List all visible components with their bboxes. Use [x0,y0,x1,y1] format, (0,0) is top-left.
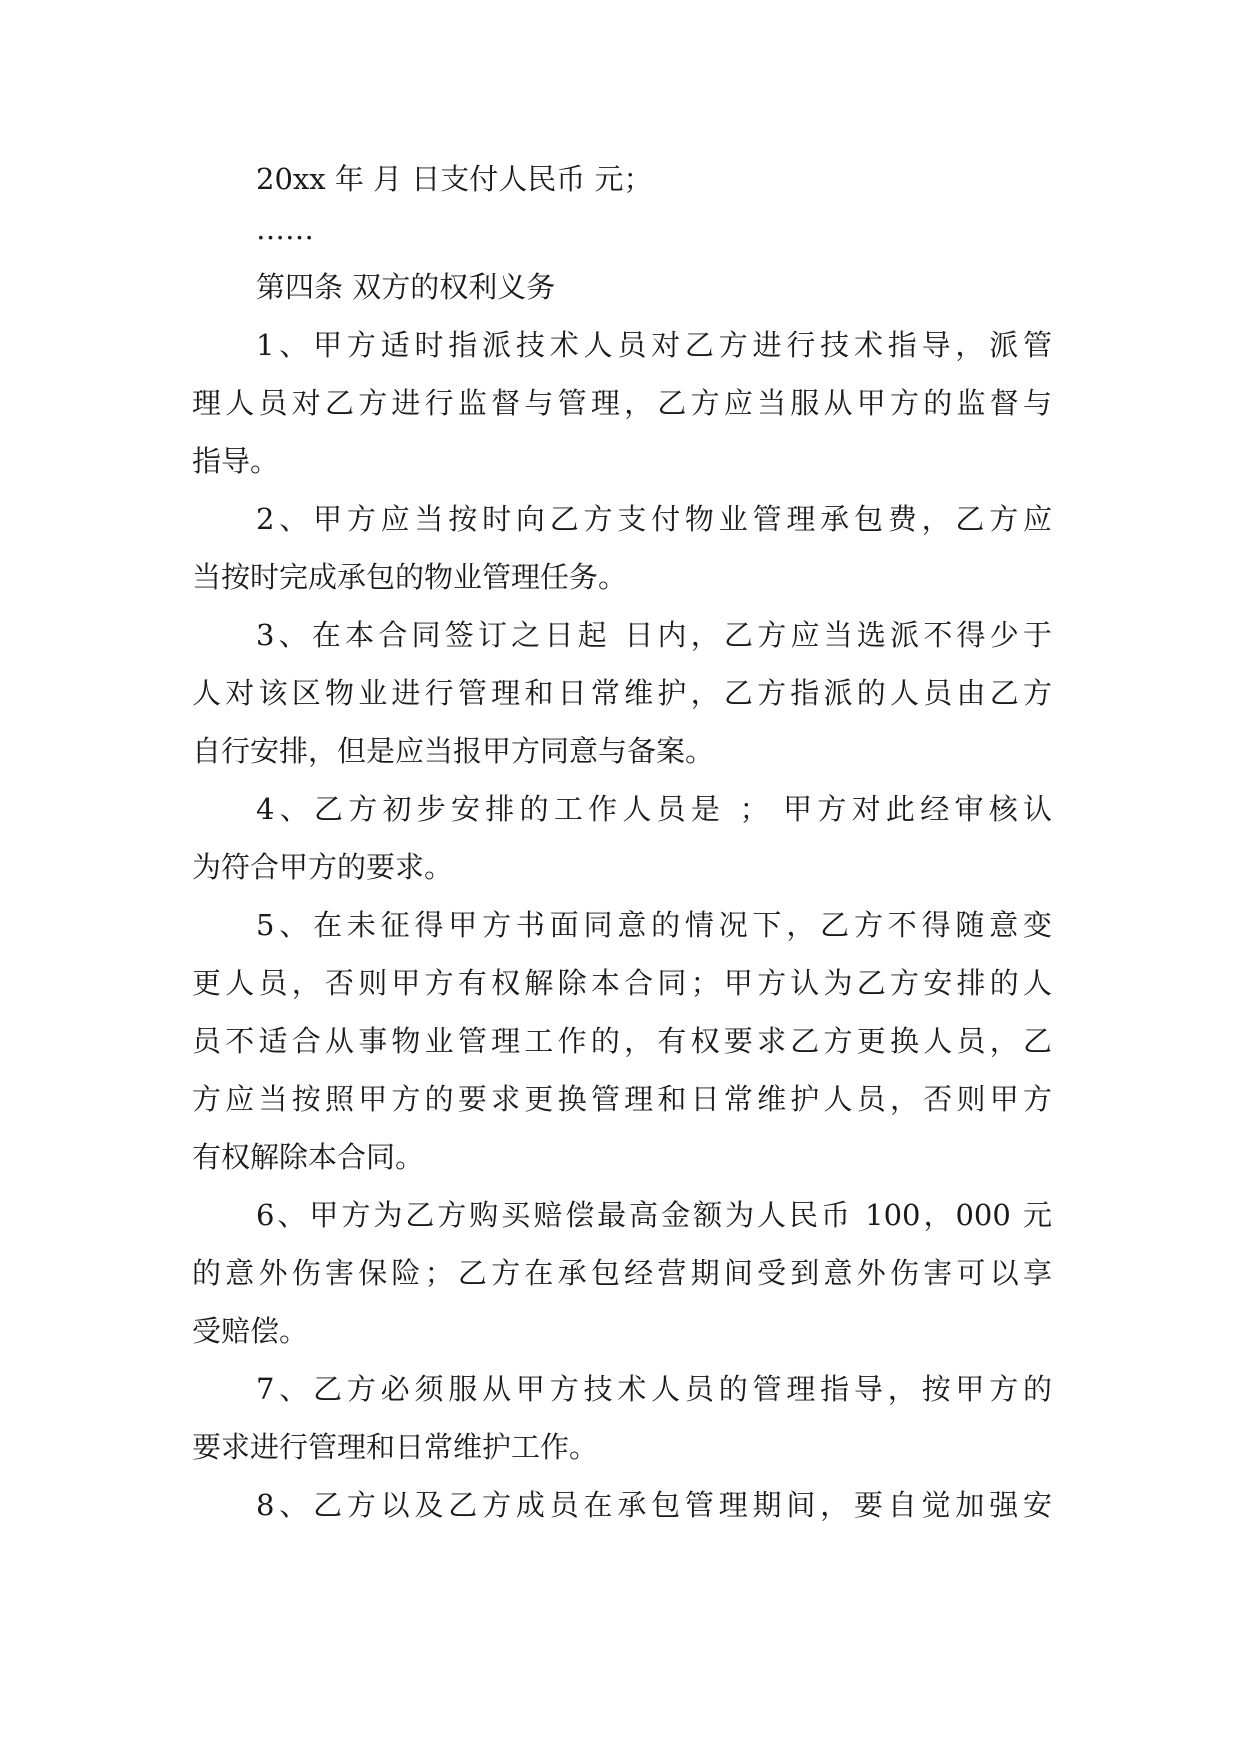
clause-8-line-1: 8、乙方以及乙方成员在承包管理期间，要自觉加强安 [256,1488,1052,1522]
payment-line: 20xx 年 月 日支付人民币 元； [256,162,653,196]
clause-1-line-2: 理人员对乙方进行监督与管理，乙方应当服从甲方的监督与 [192,386,1052,420]
clause-5-line-2: 更人员，否则甲方有权解除本合同；甲方认为乙方安排的人 [192,966,1052,1000]
clause-6-line-2: 的意外伤害保险；乙方在承包经营期间受到意外伤害可以享 [192,1256,1052,1290]
clause-3-line-2: 人对该区物业进行管理和日常维护，乙方指派的人员由乙方 [192,676,1052,710]
clause-4-line-2: 为符合甲方的要求。 [192,850,454,884]
clause-5-line-3: 员不适合从事物业管理工作的，有权要求乙方更换人员，乙 [192,1024,1052,1058]
clause-6-line-3: 受赔偿。 [192,1314,309,1348]
clause-7-line-2: 要求进行管理和日常维护工作。 [192,1430,599,1464]
clause-1-line-1: 1、甲方适时指派技术人员对乙方进行技术指导，派管 [256,328,1052,362]
clause-2-line-2: 当按时完成承包的物业管理任务。 [192,560,628,594]
clause-1-line-3: 指导。 [192,444,280,478]
clause-4-line-1: 4、乙方初步安排的工作人员是 ； 甲方对此经审核认 [256,792,1052,826]
article-heading: 第四条 双方的权利义务 [256,270,556,304]
ellipsis-line: …… [256,212,314,246]
clause-3-line-1: 3、在本合同签订之日起 日内，乙方应当选派不得少于 [256,618,1052,652]
clause-6-line-1: 6、甲方为乙方购买赔偿最高金额为人民币 100，000 元 [256,1198,1052,1232]
document-page [192,150,1052,1534]
clause-5-line-5: 有权解除本合同。 [192,1140,425,1174]
clause-2-line-1: 2、甲方应当按时向乙方支付物业管理承包费，乙方应 [256,502,1052,536]
clause-3-line-3: 自行安排，但是应当报甲方同意与备案。 [192,734,715,768]
clause-5-line-1: 5、在未征得甲方书面同意的情况下，乙方不得随意变 [256,908,1052,942]
clause-7-line-1: 7、乙方必须服从甲方技术人员的管理指导，按甲方的 [256,1372,1052,1406]
clause-5-line-4: 方应当按照甲方的要求更换管理和日常维护人员，否则甲方 [192,1082,1052,1116]
